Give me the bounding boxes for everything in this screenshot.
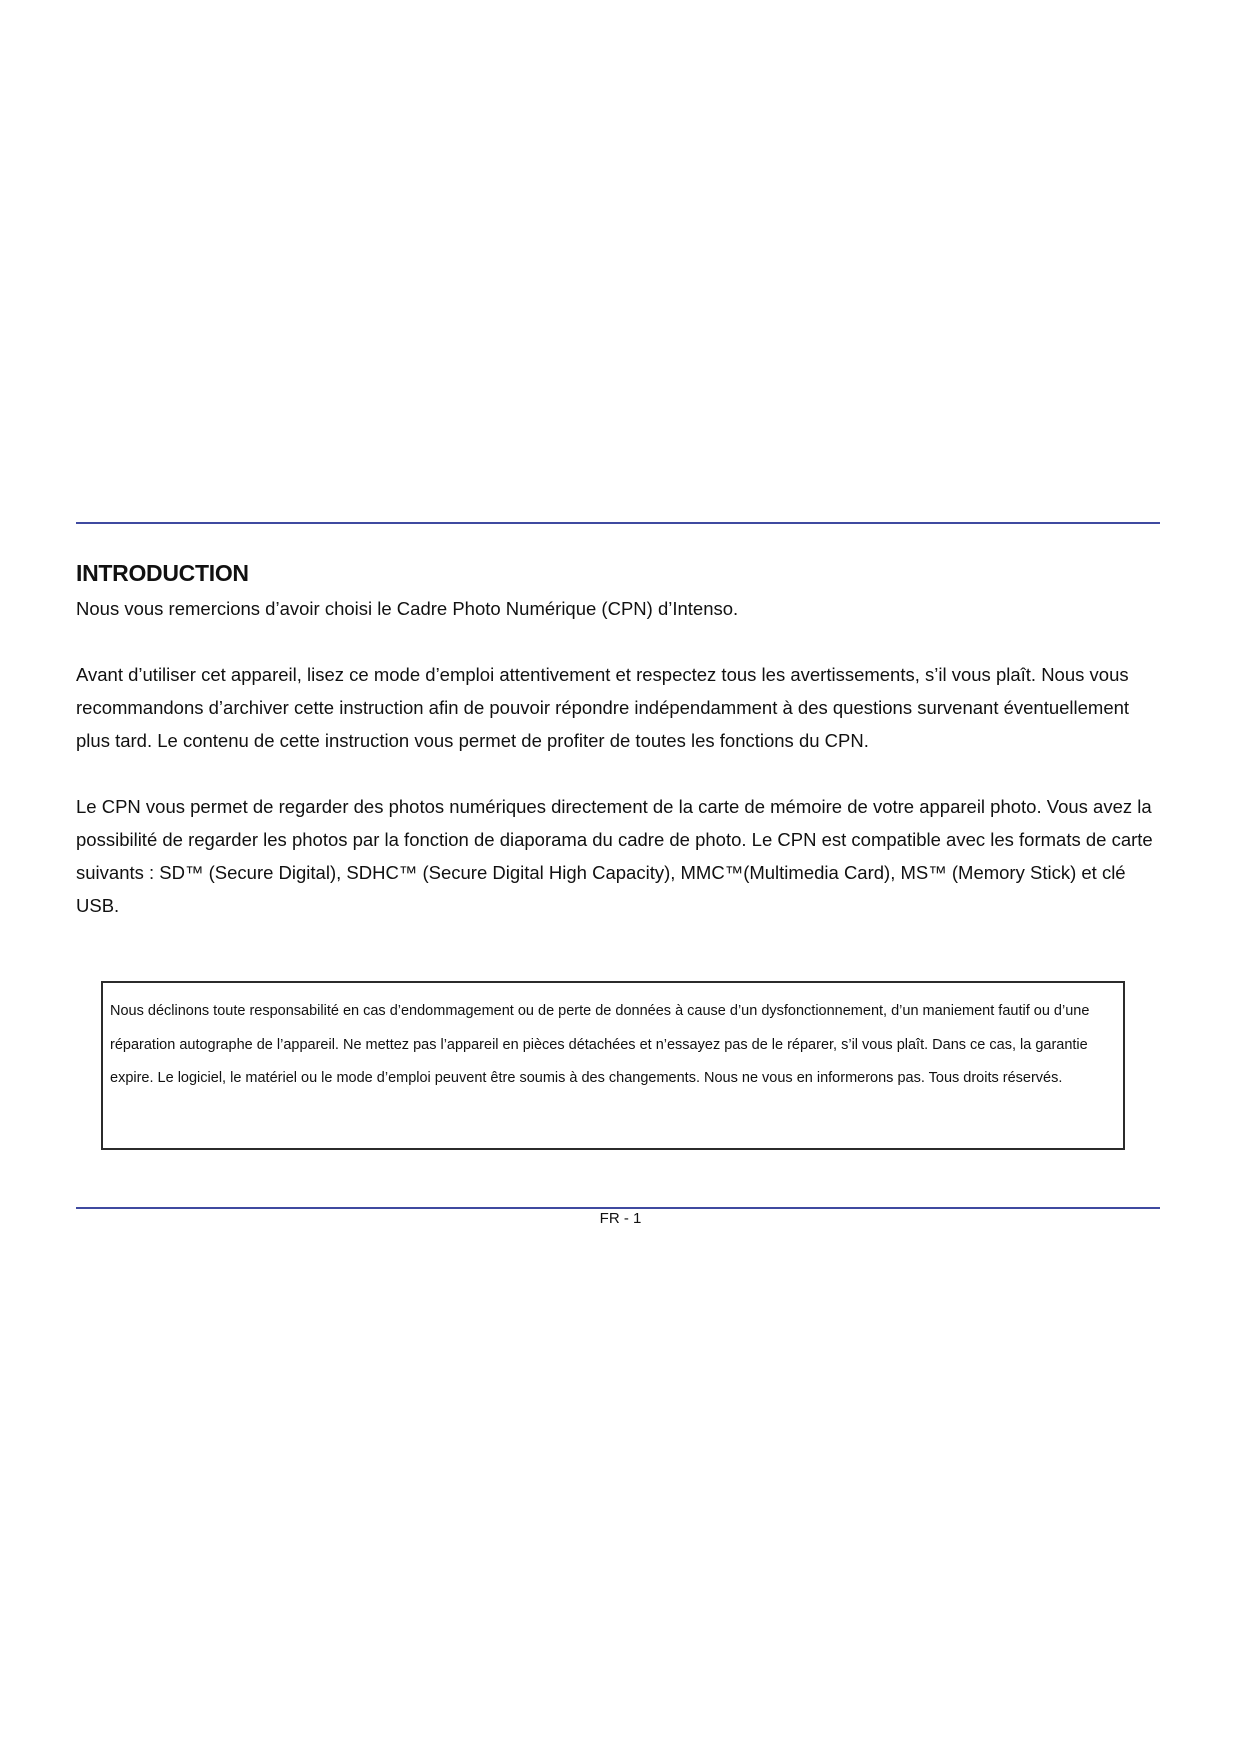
header-rule xyxy=(76,522,1160,524)
introduction-section xyxy=(76,556,1166,922)
disclaimer-box xyxy=(101,981,1125,1150)
usage-paragraph: Avant d’utiliser cet appareil, lisez ce mode d’emploi attentivement et respectez tous les avertissements, s’il vous plaît. Nous vous recommandons d’archiver cette instruction afin de pouvoir répondre indépendamment à des questions survenant éventuellement plus tard. Le contenu de cette instruction vous permet de profiter de toutes les fonctions du CPN. xyxy=(76,664,1130,751)
section-title: INTRODUCTION xyxy=(76,560,249,586)
intro-paragraph: Nous vous remercions d’avoir choisi le Cadre Photo Numérique (CPN) d’Intenso. xyxy=(76,598,739,619)
disclaimer-text: Nous déclinons toute responsabilité en cas d’endommagement ou de perte de données à cause d’un dysfonctionnement, d’un maniement fautif ou d’une réparation autographe de l’appareil. Ne mettez pas l’appareil en pièces détachées et n’essayez pas de le réparer, s’il vous plaît. Dans ce cas, la garantie expire. Le logiciel, le matériel ou le mode d’emploi peuvent être soumis à des changements. Nous ne vous en informerons pas. Tous droits réservés. xyxy=(110,1003,1090,1086)
page-number: FR - 1 xyxy=(599,1210,642,1227)
compatibility-paragraph: Le CPN vous permet de regarder des photos numériques directement de la carte de mémoire de votre appareil photo. Vous avez la possibilité de regarder les photos par la fonction de diaporama du cadre de photo. Le CPN est compatible avec les formats de carte suivants : SD™ (Secure Digital), SDHC™ (Secure Digital High Capacity), MMC™(Multimedia Card), MS™ (Memory Stick) et clé USB. xyxy=(76,796,1153,916)
